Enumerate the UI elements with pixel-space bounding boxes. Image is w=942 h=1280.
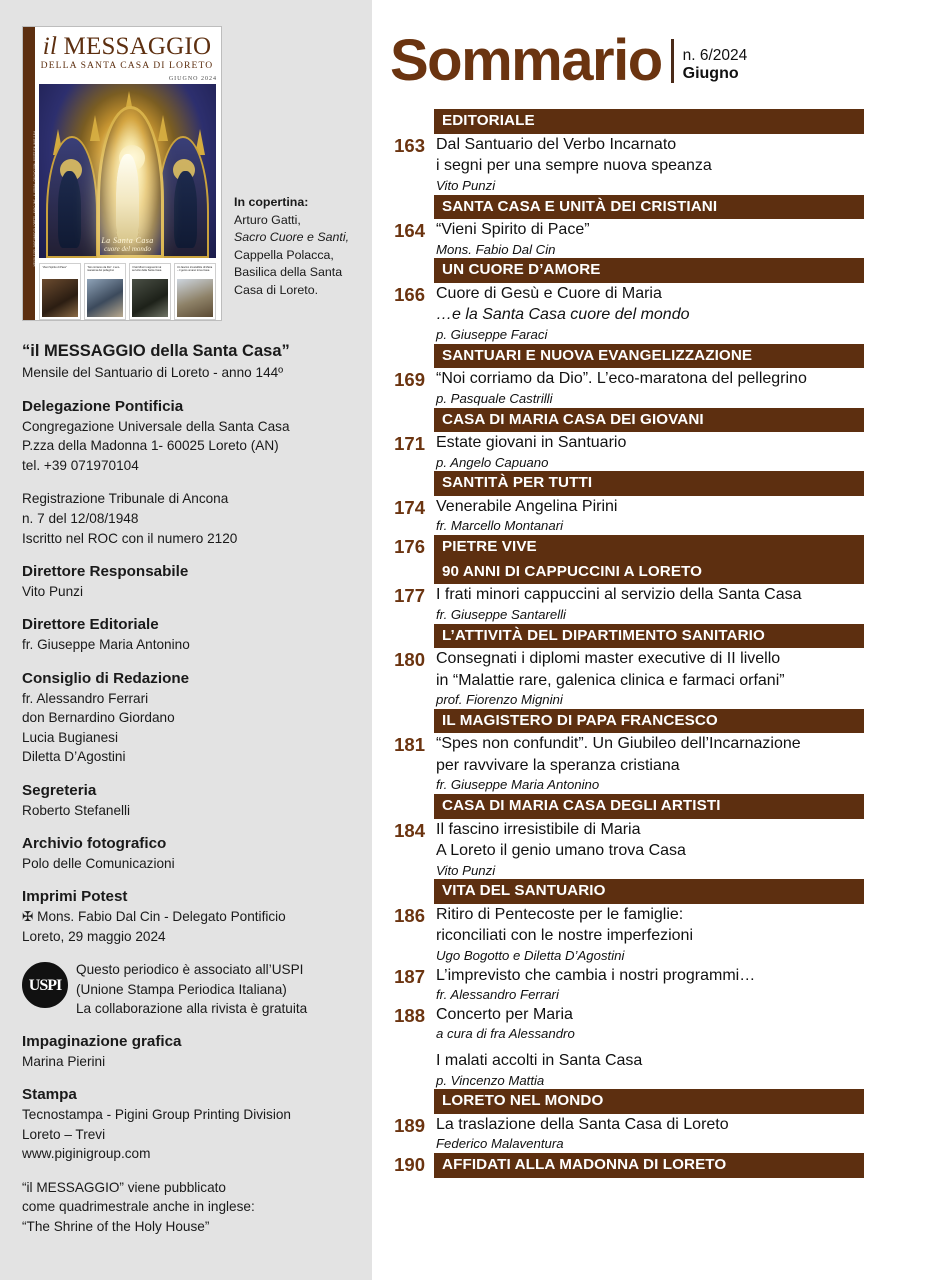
archivio-fotografico-name: Polo delle Comunicazioni bbox=[22, 855, 175, 871]
toc-entry-title[interactable]: Ritiro di Pentecoste per le famiglie: bbox=[436, 905, 684, 923]
toc-entry-subtitle: …e la Santa Casa cuore del mondo bbox=[436, 306, 690, 324]
toc-page-number: 164 bbox=[394, 220, 425, 242]
toc-row bbox=[380, 368, 942, 407]
cover-spine-text: MENSILE DEL SANTUARIO DI LORETO - ANNO 144° - N. 6/2024 - GIUGNO 2024 - POSTE ITALIANE S.P.A. bbox=[33, 130, 37, 267]
cover-artwork bbox=[39, 84, 216, 258]
toc-entry-author: p. Pasquale Castrilli bbox=[436, 390, 553, 406]
toc-row bbox=[380, 584, 942, 623]
consiglio-member: Lucia Bugianesi bbox=[22, 729, 118, 745]
impaginazione-name: Marina Pierini bbox=[22, 1053, 106, 1069]
toc-entry-title[interactable]: “Vieni Spirito di Pace” bbox=[436, 221, 590, 239]
uspi-line1: Questo periodico è associato all’USPI bbox=[76, 962, 304, 978]
consiglio-member: fr. Alessandro Ferrari bbox=[22, 690, 149, 706]
delegazione-heading: Delegazione Pontificia bbox=[22, 398, 184, 415]
toc-entry-body bbox=[434, 1114, 942, 1153]
toc-page-number: 177 bbox=[394, 585, 425, 607]
toc-row bbox=[380, 819, 942, 880]
cover-title-messaggio: MESSAGGIO bbox=[63, 33, 212, 60]
toc-row bbox=[380, 1050, 942, 1089]
stampa-line1: Tecnostampa - Pigini Group Printing Division bbox=[22, 1107, 291, 1123]
issue-number: n. 6/2024 bbox=[682, 47, 748, 65]
in-copertina-artwork-title: Sacro Cuore e Santi, bbox=[234, 230, 350, 245]
registrazione-roc: Iscritto nel ROC con il numero 2120 bbox=[22, 530, 238, 546]
toc-row bbox=[380, 496, 942, 535]
toc-row bbox=[380, 709, 942, 734]
consiglio-redazione-heading: Consiglio di Redazione bbox=[22, 669, 190, 687]
toc-entry-author: Vito Punzi bbox=[436, 177, 496, 193]
toc-entry-title[interactable]: “Noi corriamo da Dio”. L’eco-maratona del pellegrino bbox=[436, 370, 807, 388]
toc-page-number: 190 bbox=[394, 1154, 425, 1176]
toc-entry-body bbox=[434, 1153, 942, 1178]
cover-thumbnail bbox=[39, 263, 81, 320]
thumbnail-caption: I frati Minori cappuccini al servizio della Santa Casa bbox=[132, 266, 162, 273]
toc-section-header: SANTITÀ PER TUTTI bbox=[434, 471, 864, 496]
toc-row bbox=[380, 258, 942, 283]
toc-entry-author: fr. Giuseppe Maria Antonino bbox=[436, 777, 600, 793]
cover-artwork-caption bbox=[39, 236, 216, 253]
archivio-fotografico-heading: Archivio fotografico bbox=[22, 835, 167, 853]
toc-entry-body bbox=[434, 408, 942, 433]
toc-section-header: L’ATTIVITÀ DEL DIPARTIMENTO SANITARIO bbox=[434, 624, 864, 649]
thumbnail-caption: “Vieni Spirito di Pace” bbox=[42, 266, 67, 269]
toc-section-header: PIETRE VIVE bbox=[434, 535, 864, 560]
toc-section-header: IL MAGISTERO DI PAPA FRANCESCO bbox=[434, 709, 864, 734]
toc-entry-body bbox=[434, 432, 942, 471]
toc-row bbox=[380, 195, 942, 220]
toc-entry-body bbox=[434, 648, 942, 709]
in-copertina-heading: In copertina: bbox=[234, 195, 309, 209]
header-divider bbox=[671, 39, 674, 83]
in-copertina-line1: Arturo Gatti, bbox=[234, 212, 301, 227]
in-copertina-line3: Cappella Polacca, bbox=[234, 247, 334, 262]
registrazione-line2: n. 7 del 12/08/1948 bbox=[22, 511, 139, 526]
uspi-logo-icon: USPI bbox=[22, 962, 68, 1008]
toc-row bbox=[380, 471, 942, 496]
toc-entry-author: p. Giuseppe Faraci bbox=[436, 326, 548, 342]
toc-entry-body bbox=[434, 344, 942, 369]
thumbnail-image bbox=[132, 279, 168, 317]
toc-section-header: UN CUORE D’AMORE bbox=[434, 258, 864, 283]
toc-entry-title[interactable]: i segni per una sempre nuova speanza bbox=[436, 157, 712, 175]
stampa-website[interactable]: www.piginigroup.com bbox=[22, 1146, 151, 1162]
toc-page-number: 166 bbox=[394, 284, 425, 306]
thumbnail-image bbox=[177, 279, 213, 317]
impaginazione-heading: Impaginazione grafica bbox=[22, 1033, 182, 1051]
toc-entry-author: Mons. Fabio Dal Cin bbox=[436, 241, 556, 257]
toc-entry-body bbox=[434, 624, 942, 649]
toc-row bbox=[380, 733, 942, 794]
toc-row bbox=[380, 1089, 942, 1114]
toc-entry-title[interactable]: A Loreto il genio umano trova Casa bbox=[436, 842, 686, 860]
toc-entry-body bbox=[434, 283, 942, 344]
uspi-text bbox=[76, 960, 307, 1018]
toc-entry-body bbox=[434, 733, 942, 794]
toc-entry-title[interactable]: per ravvivare la speranza cristiana bbox=[436, 756, 680, 774]
toc-row bbox=[380, 109, 942, 134]
cover-caption-line1: La Santa Casa bbox=[101, 236, 154, 245]
segreteria-name: Roberto Stefanelli bbox=[22, 802, 131, 818]
delegazione-line2: P.zza della Madonna 1- 60025 Loreto (AN) bbox=[22, 438, 279, 454]
toc-row bbox=[380, 408, 942, 433]
toc-entry-title[interactable]: L’imprevisto che cambia i nostri programmi… bbox=[436, 966, 756, 984]
toc-page-number: 176 bbox=[394, 536, 425, 558]
toc-entry-body bbox=[434, 471, 942, 496]
toc-entry-title[interactable]: Concerto per Maria bbox=[436, 1005, 573, 1023]
toc-entry-author: Vito Punzi bbox=[436, 862, 496, 878]
pinnacle-icon bbox=[158, 115, 168, 141]
cover-thumbnail bbox=[84, 263, 126, 320]
uspi-line2: (Unione Stampa Periodica Italiana) bbox=[76, 981, 287, 997]
toc-entry-body bbox=[434, 584, 942, 623]
toc-entry-author: p. Angelo Capuano bbox=[436, 454, 549, 470]
toc-entry-body bbox=[434, 258, 942, 283]
toc-page-number: 169 bbox=[394, 369, 425, 391]
toc-entry-title[interactable]: Cuore di Gesù e Cuore di Maria bbox=[436, 285, 662, 303]
toc-entry-body bbox=[434, 560, 942, 585]
contents-panel bbox=[372, 0, 942, 1280]
segreteria-heading: Segreteria bbox=[22, 781, 97, 799]
cover-subtitle: DELLA SANTA CASA DI LORETO bbox=[40, 60, 214, 71]
toc-section-header: CASA DI MARIA CASA DEGLI ARTISTI bbox=[434, 794, 864, 819]
toc-entry-title[interactable]: Estate giovani in Santuario bbox=[436, 434, 627, 452]
consiglio-member: Diletta D’Agostini bbox=[22, 749, 126, 765]
page-title: Sommario bbox=[390, 28, 662, 93]
magazine-cover-image bbox=[22, 26, 222, 321]
cover-thumbnail-strip bbox=[39, 263, 216, 320]
cover-title bbox=[39, 34, 215, 59]
toc-spacer bbox=[380, 1043, 942, 1050]
toc-page-number: 171 bbox=[394, 433, 425, 455]
toc-page-number: 187 bbox=[394, 965, 425, 987]
toc-row bbox=[380, 794, 942, 819]
cover-block bbox=[22, 26, 350, 321]
toc-row bbox=[380, 219, 942, 258]
toc-section-header: AFFIDATI ALLA MADONNA DI LORETO bbox=[434, 1153, 864, 1178]
direttore-editoriale-heading: Direttore Editoriale bbox=[22, 616, 159, 634]
thumbnail-caption: Un fascino irresistibile di Maria – il genio umano trova Casa bbox=[177, 266, 213, 273]
cover-title-il: il bbox=[42, 33, 58, 60]
toc-entry-title[interactable]: Venerabile Angelina Pirini bbox=[436, 497, 618, 515]
thumbnail-image bbox=[42, 279, 78, 317]
direttore-editoriale-name: fr. Giuseppe Maria Antonino bbox=[22, 637, 190, 653]
cover-thumbnail bbox=[129, 263, 171, 320]
toc-row bbox=[380, 624, 942, 649]
thumbnail-caption: “Noi corriamo da Dio”. L’eco-maratona del pellegrino bbox=[87, 266, 121, 273]
toc-page-number: 189 bbox=[394, 1115, 425, 1136]
cover-masthead bbox=[23, 27, 221, 74]
toc-row bbox=[380, 535, 942, 560]
issue-info bbox=[683, 47, 748, 87]
toc-row bbox=[380, 1114, 942, 1153]
english-edition-line2: come quadrimestrale anche in inglese: bbox=[22, 1199, 255, 1215]
toc-row bbox=[380, 965, 942, 1004]
publication-title: “il MESSAGGIO della Santa Casa” bbox=[22, 342, 290, 360]
english-edition-title: “The Shrine of the Holy House” bbox=[22, 1219, 210, 1235]
direttore-responsabile-name: Vito Punzi bbox=[22, 583, 83, 599]
table-of-contents bbox=[372, 109, 942, 1177]
toc-row bbox=[380, 648, 942, 709]
in-copertina-line5: Casa di Loreto. bbox=[234, 283, 319, 298]
toc-entry-body bbox=[434, 819, 942, 880]
toc-entry-body bbox=[434, 1004, 942, 1043]
toc-section-header: CASA DI MARIA CASA DEI GIOVANI bbox=[434, 408, 864, 433]
publication-subtitle: Mensile del Santuario di Loreto - anno 144º bbox=[22, 365, 284, 381]
toc-section-header: 90 ANNI DI CAPPUCCINI A LORETO bbox=[434, 560, 864, 585]
toc-page-number: 163 bbox=[394, 134, 425, 156]
registrazione-line1: Registrazione Tribunale di Ancona bbox=[22, 491, 229, 507]
toc-entry-body bbox=[434, 496, 942, 535]
toc-entry-title[interactable]: I frati minori cappuccini al servizio della Santa Casa bbox=[436, 586, 802, 604]
toc-entry-body bbox=[434, 109, 942, 134]
toc-section-header: SANTA CASA E UNITÀ DEI CRISTIANI bbox=[434, 195, 864, 220]
toc-row bbox=[380, 904, 942, 965]
toc-entry-title[interactable]: riconciliati con le nostre imperfezioni bbox=[436, 927, 693, 945]
toc-entry-title[interactable]: “Spes non confundit”. Un Giubileo dell’Incarnazione bbox=[436, 735, 801, 753]
toc-entry-body bbox=[434, 709, 942, 734]
toc-page-number: 174 bbox=[394, 496, 425, 518]
toc-row bbox=[380, 1004, 942, 1043]
christ-figure bbox=[116, 154, 139, 241]
toc-section-header: LORETO NEL MONDO bbox=[434, 1089, 864, 1114]
toc-page-number: 188 bbox=[394, 1004, 425, 1026]
toc-entry-title[interactable]: Dal Santuario del Verbo Incarnato bbox=[436, 135, 677, 153]
toc-entry-body bbox=[434, 219, 942, 258]
toc-entry-body bbox=[434, 535, 942, 560]
toc-entry-body bbox=[434, 1089, 942, 1114]
toc-entry-body bbox=[434, 195, 942, 220]
thumbnail-image bbox=[87, 279, 123, 317]
toc-entry-body bbox=[434, 1050, 942, 1089]
toc-row bbox=[380, 560, 942, 585]
cover-thumbnail bbox=[174, 263, 216, 320]
toc-row bbox=[380, 344, 942, 369]
stampa-line2: Loreto – Trevi bbox=[22, 1126, 106, 1142]
toc-page-number: 186 bbox=[394, 904, 425, 926]
in-copertina-caption bbox=[234, 26, 350, 300]
in-copertina-line4: Basilica della Santa bbox=[234, 265, 343, 280]
imprimi-potest-line1: ✠ Mons. Fabio Dal Cin - Delegato Pontificio bbox=[22, 909, 286, 925]
english-edition-line1: “il MESSAGGIO” viene pubblicato bbox=[22, 1179, 226, 1195]
toc-row bbox=[380, 134, 942, 195]
cover-spine bbox=[23, 27, 35, 320]
delegazione-line1: Congregazione Universale della Santa Casa bbox=[22, 418, 290, 434]
toc-entry-title[interactable]: La traslazione della Santa Casa di Loreto bbox=[436, 1116, 729, 1133]
masthead-panel bbox=[0, 0, 372, 1280]
toc-entry-author: p. Vincenzo Mattia bbox=[436, 1072, 545, 1088]
toc-entry-author: fr. Alessandro Ferrari bbox=[436, 987, 559, 1003]
toc-page-number: 184 bbox=[394, 819, 425, 841]
toc-section-header: SANTUARI E NUOVA EVANGELIZZAZIONE bbox=[434, 344, 864, 369]
direttore-responsabile-heading: Direttore Responsabile bbox=[22, 563, 189, 581]
toc-entry-author: Federico Malaventura bbox=[436, 1136, 564, 1152]
toc-entry-author: Ugo Bogotto e Diletta D’Agostini bbox=[436, 947, 625, 963]
toc-section-header: EDITORIALE bbox=[434, 109, 864, 134]
toc-entry-body bbox=[434, 134, 942, 195]
masthead-text bbox=[22, 341, 350, 1237]
toc-entry-body bbox=[434, 794, 942, 819]
toc-row bbox=[380, 1153, 942, 1178]
toc-row bbox=[380, 432, 942, 471]
toc-page-number: 181 bbox=[394, 734, 425, 756]
uspi-block bbox=[22, 960, 350, 1018]
issue-month: Giugno bbox=[682, 64, 739, 82]
toc-entry-author: prof. Fiorenzo Mignini bbox=[436, 692, 563, 708]
pinnacle-icon bbox=[90, 115, 100, 141]
imprimi-potest-heading: Imprimi Potest bbox=[22, 888, 128, 906]
toc-entry-body bbox=[434, 879, 942, 904]
consiglio-member: don Bernardino Giordano bbox=[22, 710, 175, 726]
imprimi-potest-line2: Loreto, 29 maggio 2024 bbox=[22, 928, 166, 944]
toc-entry-title[interactable]: Il fascino irresistibile di Maria bbox=[436, 820, 641, 838]
toc-entry-author: fr. Giuseppe Santarelli bbox=[436, 606, 566, 622]
uspi-line3: La collaborazione alla rivista è gratuita bbox=[76, 1000, 308, 1016]
sommario-header bbox=[372, 0, 942, 93]
toc-entry-title[interactable]: I malati accolti in Santa Casa bbox=[436, 1052, 643, 1070]
toc-section-header: VITA DEL SANTUARIO bbox=[434, 879, 864, 904]
toc-entry-body bbox=[434, 368, 942, 407]
toc-entry-title[interactable]: in “Malattie rare, galenica clinica e farmaci orfani” bbox=[436, 671, 785, 689]
toc-row bbox=[380, 879, 942, 904]
toc-page-number: 180 bbox=[394, 649, 425, 671]
toc-entry-body bbox=[434, 965, 942, 1004]
toc-entry-title[interactable]: Consegnati i diplomi master executive di II livello bbox=[436, 650, 781, 668]
toc-entry-author: a cura di fra Alessandro bbox=[436, 1026, 575, 1042]
stampa-heading: Stampa bbox=[22, 1086, 77, 1104]
toc-entry-author: fr. Marcello Montanari bbox=[436, 518, 564, 534]
cover-caption-line2: cuore del mondo bbox=[104, 245, 151, 253]
delegazione-phone: tel. +39 071970104 bbox=[22, 457, 139, 473]
cover-issue-date: GIUGNO 2024 bbox=[23, 74, 221, 84]
toc-row bbox=[380, 283, 942, 344]
toc-entry-body bbox=[434, 904, 942, 965]
